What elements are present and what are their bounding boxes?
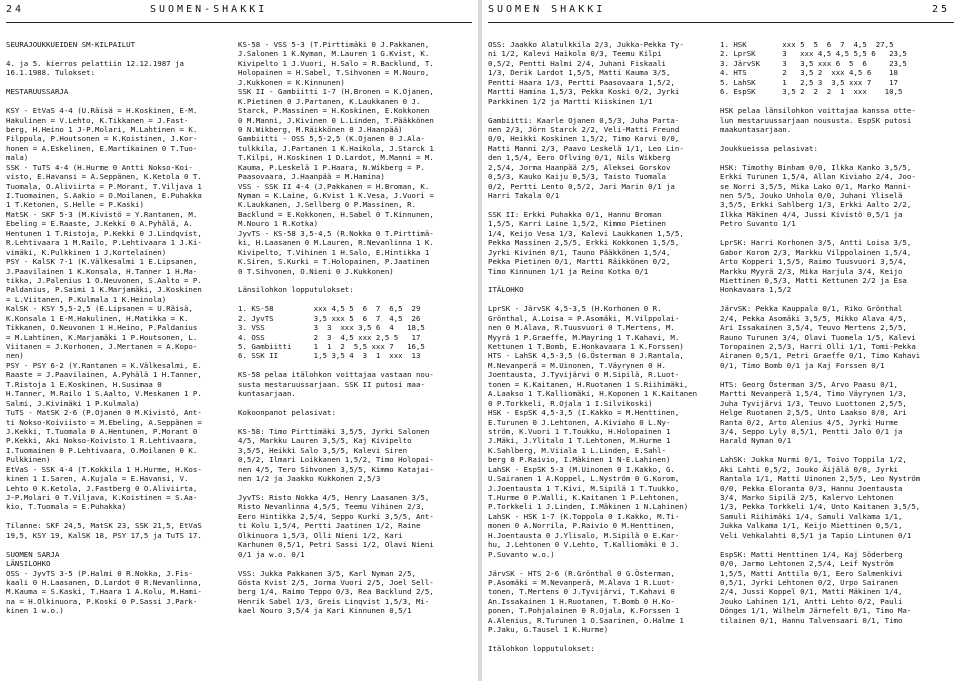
text-line — [720, 295, 956, 304]
text-line: Martti Nevanperä 1,5/4, Timo Väyrynen 1/3, — [720, 389, 907, 399]
text-line: nen 1/2 ja Jaakko Kukkonen 2,5/3 — [238, 474, 381, 484]
running-title: SUOMEN-SHAKKI — [150, 4, 268, 15]
text-line: Pentti Haara 1/3, Pertti Paasovaara 1,5/2, — [488, 77, 675, 87]
text-line — [238, 276, 474, 285]
text-line: Itälohkon lopputulokset: — [488, 644, 595, 653]
text-line: Raaste = J.Paavilainen, A.Pyhälä 1 H.Tanner, — [6, 370, 202, 380]
text-line: 0 T.Sihvonen, O.Nieni 0 J.Kukkonen) — [238, 266, 394, 276]
text-line: 1/3, Pekka Torkkeli 1/4, Unto Kaitanen 3,5/5, — [720, 502, 921, 512]
text-line: 3/4, Seppo Lyly 0,5/1, Pentti Jalo 0/1 ja — [720, 426, 903, 436]
text-line: LahSK: Jukka Nurmi 0/1, Toivo Toppila 1/2, — [720, 455, 907, 465]
left-page — [0, 0, 478, 681]
text-line: Helge Ruotanen 2,5/5, Unto Laakso 0/0, Ari — [720, 408, 907, 418]
text-line: Pekka Pietinen 0/1, Martti Räikkönen 0/2, — [488, 257, 671, 267]
text-line: K.Laukkanen, J.Sellberg 0 P.Massinen, R. — [238, 200, 416, 210]
text-line: Starck, P.Massinen = H.Koskinen, E.Kokkonen — [238, 106, 430, 116]
text-line: tilainen 0/1, Hannu Talvensaari 0/1, Timo — [720, 615, 903, 625]
text-line: nen) — [6, 351, 24, 361]
text-line: J.Kekki, T.Tuomala 0 A.Hentunen, P.Morant 0 — [6, 426, 198, 436]
text-line: Gabor Korom 2/3, Markku Vilppolainen 1,5/4, — [720, 247, 912, 257]
text-line: LprSK: Harri Korhonen 3/5, Antti Loisa 3/5, — [720, 238, 912, 248]
text-line: Joentausta, J.Tyvijärvi 0 M.Sipilä, R.Luot- — [488, 370, 680, 380]
text-line — [488, 106, 714, 115]
text-line: Jouko Lahinen 1/1, Antti Lehto 0/2, Pauli — [720, 596, 903, 606]
text-line — [238, 484, 474, 493]
text-line: Myyrä 1 P.Graeffe, M.Mayring 1 T.Kahavi, M. — [488, 332, 680, 342]
text-line: K.Pietinen 0 J.Partanen, K.Laukkanen 0 J. — [238, 96, 421, 106]
text-line: Hentunen 1 T.Ristoja, P.Kekki 0 J.Lindqvist, — [6, 228, 202, 238]
text-line: 1/4, Keijo Vesa 1/3, Kalevi Laukkanen 1,5/5, — [488, 228, 684, 238]
text-line: = M.Lahtinen, K.Marjamäki 1 P.Houtsonen, L. — [6, 332, 198, 342]
text-line: SEURAJOUKKUEIDEN SM-KILPAILUT — [6, 40, 136, 49]
page-number: 24 — [6, 4, 25, 15]
text-line: KS-58 - VSS 5-3 (T.Pirttimäki 0 J.Pakkanen, — [238, 40, 430, 49]
text-line: OSS: Jaakko Alatulkkila 2/3, Jukka-Pekka Ty- — [488, 40, 684, 49]
text-line: Salmi, J.Kivimäki 1 P.Kulmala) — [6, 398, 140, 408]
text-line — [720, 134, 956, 143]
text-line: 2,5/4, Jorma Haanpää 2/5, Aleksei Gorskov — [488, 162, 671, 172]
header-rule — [488, 22, 954, 23]
text-line: VSS - SSK II 4-4 (J.Pakkanen = H.Broman, K. — [238, 181, 430, 191]
text-line: TuTS - MatSK 2-6 (P.Ojanen 0 M.Kivistö, Ant- — [6, 408, 202, 418]
text-line: Backlund = E.Kokkonen, H.Sabel 0 T.Kinnunen, — [238, 209, 434, 219]
text-line: HSK - EspSK 4,5-3,5 (I.Kakko = M.Henttinen, — [488, 408, 680, 418]
text-line: 0/1 ja w.o. 0/1 — [238, 549, 305, 559]
text-line: A.Alenius, R.Turunen 1 O.Saarinen, O.Halme 1 — [488, 615, 684, 625]
text-line: 0,5/2, Pentti Halmi 2/4, Juhani Fiskaali — [488, 58, 666, 68]
text-line — [238, 418, 474, 427]
text-line — [238, 361, 474, 370]
text-line: 1/3, Derik Lardot 1,5/5, Matti Kauma 3/5, — [488, 68, 671, 78]
text-line: 6. EspSK 3,5 2 2 2 1 xxx 10,5 — [720, 87, 903, 97]
text-line: H.Tanner, M.Railo 1 S.Aalto, V.Meskanen 1 P. — [6, 389, 202, 399]
text-line — [6, 97, 234, 106]
text-line: Juha Tyvijärvi 1/3, Teuvo Luottonen 2,5/5, — [720, 398, 907, 408]
text-line: Markku Myyrä 2/3, Mika Harjula 3/4, Keijo — [720, 266, 903, 276]
text-line: visto, E.Havansi = A.Seppänen, K.Ketola 0 T. — [6, 172, 202, 182]
text-line: Tuomala, O.Aliviirta = P.Morant, T.Viljava 1 — [6, 181, 202, 191]
text-line: Erkki Turunen 1,5/4, Allan Kiviaho 2/4, Joo- — [720, 172, 916, 182]
text-line: Ilkka Mäkinen 4/4, Jussi Kivistö 0,5/1 ja — [720, 209, 903, 219]
text-line: Tilanne: SKF 24,5, MatSK 23, SSK 21,5, EtVaS — [6, 521, 202, 531]
text-line: ti Nokso-Koiviisto = M.Ebeling, A.Seppänen = — [6, 417, 202, 427]
text-line: Holopainen = H.Sabel, T.Sihvonen = M.Nouro, — [238, 68, 430, 78]
text-line: Toropainen 2,5/3, Harri Olli 1/1, Tomi-Pekka — [720, 342, 916, 351]
text-line: = L.Viitanen, P.Kulmala 1 K.Heinola) — [6, 294, 167, 304]
text-line: Nyman = K.Laine, G.Kvist 1 K.Vesa, J.Vuori = — [238, 191, 434, 200]
text-line: J.Joentausta 1 T.Kivi, M.Sipilä 1 T.Tuukko, — [488, 483, 680, 493]
text-line: Ebeling = E.Raaste, J.Kekki 0 A.Pyhälä, A. — [6, 219, 193, 229]
text-line: 4. HTS 2 3,5 2 xxx 4,5 6 18 — [720, 68, 898, 78]
text-line: Paldanius, P.Saimi 1 K.Marjamäki, J.Koskinen — [6, 285, 202, 295]
text-line: An.Issakainen 1 H.Ruotanen, T.Bomb 0 H.Ko- — [488, 596, 675, 606]
text-line: 0/0, Pekka Eloranta 0/3, Hannu Joentausta — [720, 483, 903, 493]
text-line: KSY - EtVaS 4-4 (U.Räisä = H.Koskinen, E-M. — [6, 106, 198, 116]
text-line: JyvTS - KS-58 3,5-4,5 (R.Nokka 0 T.Pirttimä- — [238, 228, 434, 238]
text-line: LahSK - EspSK 5-3 (M.Uinonen 0 I.Kakko, G. — [488, 464, 675, 474]
text-line: berg 0 P.Raivio, I.Mäkinen 1 N-E.Lahinen) — [488, 455, 671, 465]
text-line: Paasovaara, J.Haanpää = M.Hamina) — [238, 172, 385, 182]
text-line: 6. SSK II 1,5 3,5 4 3 1 xxx 13 — [238, 351, 421, 361]
text-line: Pulkkinen) — [6, 455, 51, 465]
text-line: JärvSK - HTS 2-6 (R.Grönthal 0 G.Österman, — [488, 568, 675, 578]
text-line: I.Tuomainen 0 P.Lehtivaara, O.Moilanen 0 K. — [6, 445, 198, 455]
text-line: Viitanen = J.Korhonen, J.Mertanen = A.Kopo- — [6, 342, 198, 351]
text-line: 4/5, Markku Lauren 3,5/5, Kaj Kivipelto — [238, 436, 412, 446]
text-line: tonen, T.Mertens 0 J.Tyvijärvi, T.Kahavi 0 — [488, 587, 675, 597]
text-line: ITÄLOHKO — [488, 285, 524, 295]
text-line: VSS: Jukka Pakkanen 3/5, Karl Nyman 2/5, — [238, 568, 416, 578]
text-line: 2. LprSK 3 xxx 4,5 4,5 5,5 6 23,5 — [720, 49, 907, 59]
text-line: Tikkanen, O.Neuvonen 1 H.Heino, P.Paldanius — [6, 323, 198, 333]
text-line: Karhunen 0,5/1, Petri Sassi 1/2, Olavi Nieni — [238, 540, 434, 550]
text-line: P.Kekki, Aki Nokso-Koivisto 1 R.Lehtivaara, — [6, 436, 198, 446]
text-line: 0/0, Heikki Koskinen 1,5/2, Timo Karvi 0/0, — [488, 134, 680, 144]
text-line: Rauno Turunen 3/4, Olavi Tuomela 1/5, Kalevi — [720, 332, 916, 342]
right-page — [482, 0, 960, 681]
text-line: P.Asomäki = M.Nevanperä, M.Alava 1 R.Luot- — [488, 577, 675, 587]
text-line: JärvSK: Pekka Kauppala 0/1, Riko Grönthal — [720, 304, 903, 314]
text-line — [720, 540, 956, 549]
text-line: PSY - PSY 6-2 (Y.Rantanen = K.Välkesalmi, E. — [6, 360, 202, 370]
text-line: M.Kauma = S.Kaski, T.Haara 1 A.Kolu, M.Hami- — [6, 587, 202, 597]
text-line: Petro Suvanto 1/1 — [720, 219, 796, 229]
text-line — [720, 446, 956, 455]
text-line: MatSK - SKF 5-3 (M.Kivistö = Y.Rantanen, M. — [6, 209, 198, 219]
text-line: J.Salonen 1 K.Nyman, M.Lauren 1 G.Kvist, K. — [238, 49, 430, 59]
text-line: 2/4, Pekka Asomäki 3,5/5, Mikko Alava 4/5, — [720, 313, 907, 323]
text-line: Henrik Sabel 1/3, Greis Linqvist 1,5/3, Mi- — [238, 596, 430, 606]
text-line: lun mestaruussarjaan noususta. EspSK putosi — [720, 115, 912, 125]
text-line: nen 0 M.Alava, R.Tuusvuori 0 T.Mertens, M. — [488, 323, 675, 333]
text-line: LprSK - JärvSK 4,5-3,5 (H.Korhonen 0 R. — [488, 304, 662, 314]
text-line: MESTARUUSSARJA — [6, 87, 69, 97]
text-line: 5. LahSK 1 2,5 3 3,5 xxx 7 17 — [720, 77, 898, 87]
text-line: ni 1/2, Kalevi Haikola 0/3, Teemu Kilpi — [488, 49, 662, 59]
text-line: Ranta 0/2, Arto Alenius 4/5, Jyrki Hurme — [720, 417, 898, 427]
text-line — [720, 97, 956, 106]
text-line: OSS - JyvTS 3-5 (P.Halmi 0 R.Nokka, J.Fis- — [6, 568, 193, 578]
text-line: hu, J.Lehtonen 0 V.Lehto, T.Kalliomäki 0 J. — [488, 540, 680, 550]
text-line: 3,5/5, Erkki Sahlberg 1/3, Erkki Aalto 2/2, — [720, 200, 912, 210]
text-line: Parkkinen 1/2 ja Martti Kiiskinen 1/1 — [488, 96, 653, 106]
text-line: nen 5/5, Jouko Unhola 0/0, Juhani Yliselä — [720, 191, 903, 200]
text-line: Jyrki Kivinen 0/1, Tauno Pääkkönen 1,5/4, — [488, 247, 671, 257]
text-line: SSK II - Gambiitti 1-7 (H.Bronen = K.Ojanen, — [238, 87, 434, 97]
text-line: berg 1/4, Raimo Teppo 0/3, Rea Backlund 2/5, — [238, 587, 434, 597]
text-line: Risto Nevanlinna 4,5/5, Teemu Vihinen 2/3, — [238, 502, 425, 512]
text-line — [488, 200, 714, 209]
text-line: Joukkueissa pelasivat: — [720, 143, 818, 153]
text-line: Filppula, P.Houtsonen = K.Koistinen, J.Kor- — [6, 134, 198, 144]
text-line: monen 0 A.Norrila, P.Raivio 0 M.Henttinen, — [488, 521, 675, 531]
text-line — [6, 512, 234, 521]
text-line: Gösta Kvist 2/5, Jorma Vuori 2/5, Joel Sell- — [238, 577, 434, 587]
text-line: T.Hurme 0 P.Walli, K.Kaitanen 1 P.Lehtonen, — [488, 493, 680, 502]
text-line: 0,5/2, Ilmari Loikkanen 1,5/2, Timo Holopai- — [238, 455, 434, 465]
text-line: PSY - KalSK 7-1 (K.Välkesalmi 1 E.Lipsanen, — [6, 257, 198, 267]
text-line: 0,5/3, Kauko Kaiju 0,5/3, Taisto Tuomala — [488, 172, 666, 182]
text-line: Kokoonpanot pelasivat: — [238, 408, 336, 418]
text-line: 1. HSK xxx 5 5 6 7 4,5 27,5 — [720, 40, 894, 49]
header-rule — [6, 22, 472, 23]
text-line — [488, 635, 714, 644]
running-title: SUOMEN SHAKKI — [488, 4, 606, 15]
text-line: nen 2/3, Jörn Starck 2/2, Veli-Matti Freund — [488, 124, 680, 134]
text-line: kinen 1 w.o.) — [6, 606, 64, 616]
text-line: Martti Hamina 1,5/3, Pekka Koski 0/2, Jyrki — [488, 87, 680, 97]
text-line: P.Torkkeli 1 J.Linden, I.Mäkinen 1 N.Lahinen) — [488, 502, 689, 512]
text-line: HTS: Georg Österman 3/5, Arvo Paasu 0/1, — [720, 379, 898, 389]
text-line: Länsilohkon lopputulokset: — [238, 285, 354, 295]
text-line: HTS - LahSK 4,5-3,5 (G.Österman 0 J.Rantala, — [488, 351, 684, 361]
text-line: 19,5, KSY 19, KalSK 18, PSY 17,5 ja TuTS 17. — [6, 530, 202, 540]
text-line: ponen, T.Pohjalainen 0 R.Ojala, K.Forssen 1 — [488, 606, 680, 616]
text-line: Ari Issakainen 3,5/4, Teuvo Mertens 2,5/5, — [720, 323, 907, 333]
text-line: 0/2, Pertti Lento 0,5/2, Jari Marin 0/1 ja — [488, 181, 675, 191]
text-line: Hakulinen = V.Lehto, K.Tikkanen = J.Fast- — [6, 115, 189, 125]
text-column-3 — [488, 40, 714, 680]
text-line: 1. KS-58 xxx 4,5 5 6 7 6,5 29 — [238, 304, 421, 314]
text-line — [238, 295, 474, 304]
text-line: M.Nevanperä = M.Uinonen, T.Väyrynen 0 H. — [488, 360, 666, 370]
text-line: 0 N.Wikberg, M.Räikkönen 0 J.Haanpää) — [238, 124, 403, 134]
text-line: kaali 0 H.Laasanen, D.Lardot 0 R.Nevanlinna, — [6, 577, 202, 587]
text-line — [238, 399, 474, 408]
text-line: I.Tuomainen, S.Aakio = O.Moilanen, E.Puhakka — [6, 191, 202, 200]
text-line: 2/4, Jussi Koppel 0/1, Matti Mäkinen 1/4, — [720, 587, 903, 597]
text-line: K.Konsala 1 E-M.Hakulinen, H.Matikka = K. — [6, 313, 189, 323]
text-line: 5. Gambiitti 1 1 2 5,5 xxx 7 16,5 — [238, 342, 425, 351]
text-line: 0/0, Jarmo Lehtonen 2,5/4, Leif Nyström — [720, 559, 894, 569]
text-line: K.Sahlberg, M.Viiala 1 L.Linden, E.Sahl- — [488, 445, 666, 455]
text-line: ki, H.Laasanen 0 M.Lauren, R.Nevanlinna 1 K. — [238, 238, 434, 248]
text-line: P.Suvanto w.o.) — [488, 549, 555, 559]
text-line: EtVaS - SSK 4-4 (T.Kokkila 1 H.Hurme, H.Kos- — [6, 464, 202, 474]
text-line: honen = A.Eskelinen, E.Martikainen 0 T.Tuo- — [6, 143, 198, 153]
text-line: P.Jaku, G.Tausel 1 K.Hurme) — [488, 625, 609, 635]
text-line — [6, 78, 234, 87]
text-line: Airanen 0,5/1, Petri Graeffe 0/1, Timo Kahavi — [720, 351, 921, 361]
text-line: Honkavaara 1,5/2 — [720, 285, 792, 295]
text-line — [488, 295, 714, 304]
text-line: K.Siren, S.Kurki = T.Holopainen, P.Jaatinen — [238, 257, 430, 267]
text-line — [488, 276, 714, 285]
text-line: Harri Takala 0/1 — [488, 191, 560, 200]
text-line: ti Kolu 1,5/4, Pertti Jaatinen 1/2, Raine — [238, 521, 421, 531]
text-line: Kivipelto 1 J.Vuori, H.Salo = R.Backlund, T. — [238, 58, 434, 68]
text-line: 0 M.Manni, J.Kivinen 0 L.Linden, T.Pääkkönen — [238, 115, 434, 125]
text-line: J.Kukkonen = K.Kinnunen) — [238, 77, 345, 87]
text-line: 3/4, Marko Sipilä 2/5, Kalervo Lehtonen — [720, 493, 894, 502]
text-line: Arto Kopperi 1,5/5, Raimo Tuusvuori 3,5/4, — [720, 257, 907, 267]
text-line: se Norri 3,5/5, Mika Lako 0/1, Marko Manni- — [720, 181, 912, 191]
text-line: 4. ja 5. kierros pelattiin 12.12.1987 ja — [6, 58, 184, 68]
text-line: Kauma, P.Leskelä 1 P.Haara, N.Wikberg = P. — [238, 162, 425, 172]
text-line: 16.1.1988. Tulokset: — [6, 68, 95, 78]
text-column-2 — [238, 40, 474, 680]
text-line: ström, K.Vuori 1 T.Toukku, H.Holopainen 1 — [488, 426, 671, 436]
text-line — [720, 229, 956, 238]
text-line: Dönges 1/1, Wilhelm Järnefelt 0/1, Timo Ma- — [720, 606, 912, 616]
text-line: Aki Lahti 0,5/2, Jouko Äijälä 0/0, Jyrki — [720, 464, 898, 474]
text-line — [6, 49, 234, 58]
text-line: Lehto 0 K.Ketola, J.Fastberg 0 O.Aliviirta, — [6, 483, 198, 493]
text-line: M.Nouro 1 R.Kotka) — [238, 219, 319, 229]
text-line: tikka, J.Palenius 1 O.Neuvonen, S.Aalto = P. — [6, 275, 202, 285]
text-line: 3. JärvSK 3 3,5 xxx 6 5 6 23,5 — [720, 58, 907, 68]
text-line: 0,5/1, Jyrki Lehtonen 0/2, Urpo Sairanen — [720, 577, 898, 587]
text-line: 1,5/5, Karri Laine 1,5/2, Kimmo Pietinen — [488, 219, 666, 229]
text-line: Samuli Riihimäki 1/4, Samuli Valkama 1/1, — [720, 511, 903, 521]
text-line: LahSK - HSK 1-7 (K.Toppola 0 I.Kakko, M.Ti- — [488, 511, 680, 521]
text-line: 1 T.Ketonen, S.Helle = P.Kaski) — [6, 200, 144, 210]
text-line: T.Ristoja 1 E.Koskinen, H.Susimaa 0 — [6, 379, 162, 389]
text-line: 3,5/5, Heikki Salo 3,5/5, Kalevi Siren — [238, 445, 408, 455]
text-line: LÄNSILOHKO — [6, 559, 51, 569]
text-line: Kivipelto, T.Vihinen 1 H.Salo, E.Hintikka 1 — [238, 247, 430, 257]
text-line: Jukka Valkama 1/1, Keijo Miettinen 0,5/1, — [720, 521, 903, 531]
text-line: Timo Kinnunen 1/1 ja Reino Kotka 0/1 — [488, 266, 649, 276]
text-line: SSK II: Erkki Puhakka 0/1, Hannu Broman — [488, 209, 662, 219]
text-line: kael Nouro 3,5/4 ja Kari Kinnunen 0,5/1 — [238, 606, 412, 616]
text-line: na = H.Olkinuora, P.Koski 0 P.Sassi J.Park- — [6, 596, 198, 606]
text-line: 4. OSS 2 3 4,5 xxx 2,5 5 17 — [238, 332, 421, 342]
text-line: HSK pelaa länsilohkon voittajaa kanssa otte- — [720, 106, 916, 116]
text-line: 1,5/5, Matti Anttila 0/1, Eero Salmenkivi — [720, 568, 903, 578]
text-line: Olkinuora 1,5/3, Olli Nieni 1/2, Kari — [238, 530, 403, 540]
text-line: kuntasarjaan. — [238, 389, 296, 399]
text-line: J-P.Molari 0 T.Viljava, K.Koistinen = S.Aa- — [6, 493, 198, 502]
text-line: A.Laakso 1 T.Kalliomäki, H.Koponen 1 K.Kaitanen — [488, 389, 698, 399]
text-line: tonen = K.Kaitanen, H.Ruotanen 1 S.Riihimäki, — [488, 379, 689, 389]
text-line — [488, 559, 714, 568]
text-line: JyvTS: Risto Nokka 4/5, Henry Laasanen 3/5, — [238, 493, 430, 502]
text-line: Kettunen 1 T.Bomb, E.Honkavaara 1 K.Forssen) — [488, 342, 684, 351]
text-line: kinen 1 I.Saren, A.Kujala = E.Havansi, V. — [6, 474, 189, 484]
text-line: mala) — [6, 153, 29, 163]
text-line: T.Kilpi, H.Koskinen 1 D.Lardot, M.Manni = M. — [238, 153, 434, 163]
text-line: Veli Vehkalahti 0,5/1 ja Tapio Lintunen 0/1 — [720, 530, 912, 540]
text-line: den 1,5/4, Eero Oflving 0/1, Nils Wikberg — [488, 153, 671, 163]
text-line: Gambiitti - OSS 5,5-2,5 (K.Ojanen 0 J.Ala- — [238, 134, 425, 144]
text-line: SSK - TuTS 4-4 (H.Hurme 0 Antti Nokso-Koi- — [6, 162, 193, 172]
text-line: E.Turunen 0 J.Lehtonen, A.Kiviaho 0 L.Ny- — [488, 417, 671, 427]
text-line: H.Joentausta 0 J.Ylisalo, M.Sipilä 0 E.Kar- — [488, 530, 680, 540]
text-line — [720, 153, 956, 162]
text-line: KS-58 pelaa itälohkon voittajaa vastaan nou- — [238, 370, 434, 380]
text-line: KalSK - KSY 5,5-2,5 (E.Lipsanen = U.Räisä, — [6, 304, 193, 314]
text-line: EspSK: Matti Henttinen 1/4, Kaj Söderberg — [720, 549, 903, 559]
text-column-1 — [6, 40, 234, 680]
text-line: R.Lehtivaara 1 M.Railo, P.Lehtivaara 1 J.Ki- — [6, 238, 202, 248]
text-line: maakuntasarjaan. — [720, 124, 792, 134]
text-line: kio, T.Tuomala = E.Puhakka) — [6, 502, 127, 512]
text-line — [6, 540, 234, 549]
text-line: J.Mäki, J.Ylitalo 1 T.Lehtonen, M.Hurme 1 — [488, 436, 671, 446]
text-line: Harald Nyman 0/1 — [720, 436, 792, 446]
page-number: 25 — [932, 4, 951, 15]
text-line: Grönthal, A.Loisa = P.Asomäki, M.Vilppolai- — [488, 313, 680, 323]
text-line: U.Sairanen 1 A.Koppel, L.Nyström 0 G.Korom, — [488, 474, 680, 484]
text-line: nen 4/5, Tero Sihvonen 3,5/5, Kimmo Katajai- — [238, 464, 434, 474]
text-line: HSK: Timothy Binham 0/0, Ilkka Kanko 3,5/5, — [720, 162, 912, 172]
text-line: Eero Hintikka 2,5/4, Seppo Kurki 3,5/5, Ant- — [238, 511, 434, 521]
text-line: susta mestaruussarjaan. SSK II putosi maa- — [238, 379, 425, 389]
text-line: 2. JyvTS 3,5 xxx 5 6 7 4,5 26 — [238, 313, 421, 323]
text-line — [720, 370, 956, 379]
text-line: berg, H.Heino 1 J-P.Molari, M.Lahtinen = K. — [6, 124, 198, 134]
text-line: KS-58: Timo Pirttimäki 3,5/5, Jyrki Salonen — [238, 426, 430, 436]
text-line: Rantala 1/1, Matti Uinonen 2,5/5, Leo Nyström — [720, 474, 921, 484]
text-line: 3. VSS 3 3 xxx 3,5 6 4 18,5 — [238, 323, 425, 333]
text-line: J.Paavilainen 1 K.Konsala, H.Tanner 1 H.Ma- — [6, 266, 198, 276]
text-column-4 — [720, 40, 956, 680]
text-line: 0/1, Timo Bomb 0/1 ja Kaj Forssen 0/1 — [720, 360, 885, 370]
text-line: 0 P.Torkkeli, R.Ojala 1 I.Silvikoski) — [488, 398, 653, 408]
text-line: Gambiitti: Kaarle Ojanen 0,5/3, Juha Parta- — [488, 115, 680, 125]
text-line: tulkkila, J.Partanen 1 K.Haikola, J.Starck 1 — [238, 143, 434, 153]
text-line: SUOMEN SARJA — [6, 549, 60, 559]
text-line: Matti Manni 2/3, Paavo Leskelä 1/1, Leo Lin- — [488, 143, 684, 153]
text-line: vimäki, K.Pulkkinen 1 J.Kortelainen) — [6, 247, 167, 257]
text-line: Miettinen 0,5/3, Matti Kettunen 2/2 ja Esa — [720, 275, 907, 285]
text-line: Pekka Massinen 2,5/5, Erkki Kokkonen 1,5/5, — [488, 238, 680, 248]
text-line — [238, 559, 474, 568]
